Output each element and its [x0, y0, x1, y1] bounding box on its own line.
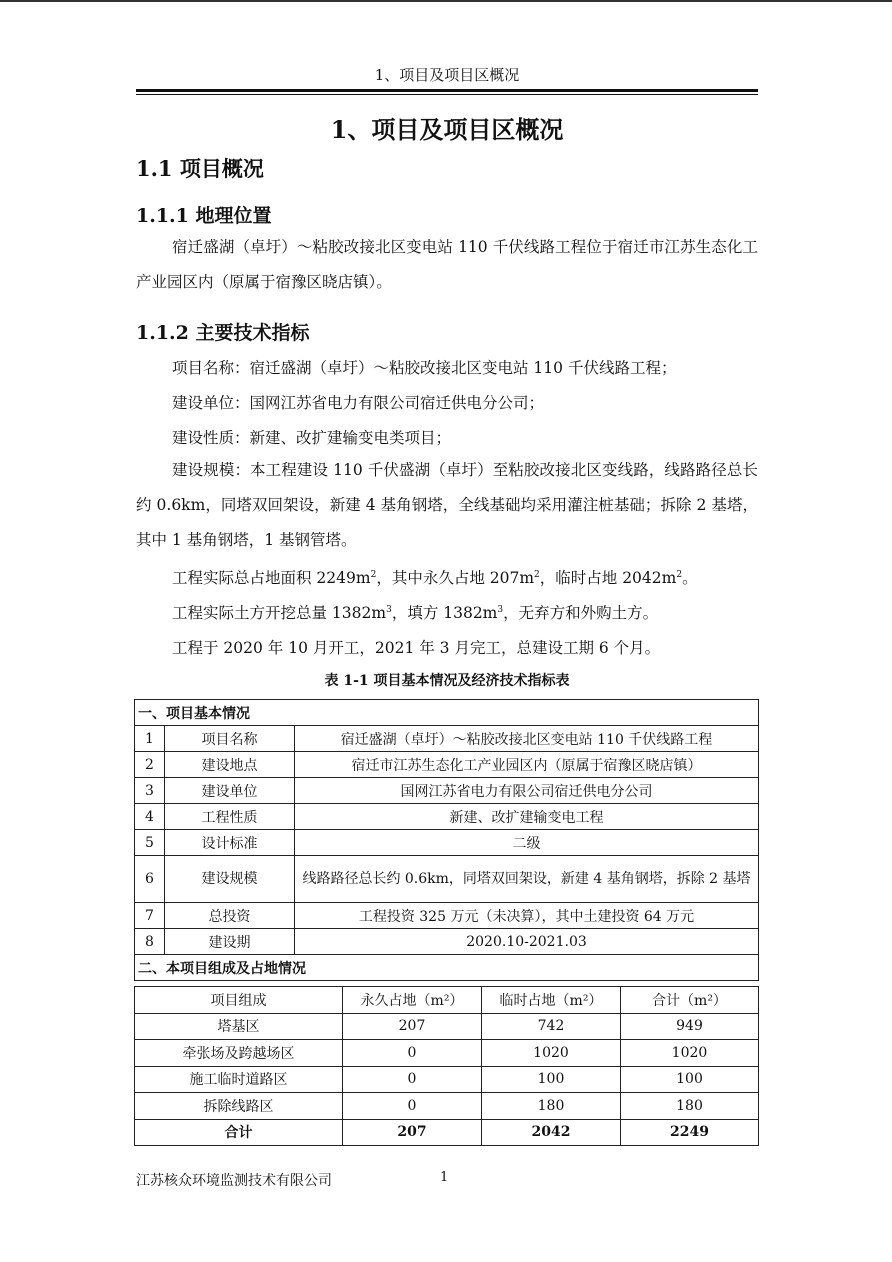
builder-line: 建设单位：国网江苏省电力有限公司宿迁供电分公司；: [172, 394, 545, 412]
table-row: [135, 856, 759, 903]
table-cell: 0: [343, 1093, 482, 1120]
table-cell: 949: [621, 1013, 759, 1040]
row-label: 建设期: [165, 929, 295, 955]
earth-sup-2: 3: [497, 604, 504, 615]
table-cell: 180: [482, 1093, 621, 1120]
area-text-4: 。: [682, 569, 698, 587]
table-row: [135, 726, 759, 752]
row-label: 建设地点: [165, 752, 295, 778]
earth-text-3: ，无弃方和外购土方。: [503, 604, 659, 622]
table-cell: 207: [343, 1013, 482, 1040]
area-text-1: 工程实际总占地面积 2249m: [172, 569, 371, 587]
table-cell: 塔基区: [135, 1013, 343, 1040]
table-section-row: [135, 700, 759, 726]
schedule-line: 工程于 2020 年 10 月开工，2021 年 3 月完工，总建设工期 6 个月。: [172, 639, 661, 657]
row-label: 建设单位: [165, 778, 295, 804]
earth-sup-1: 3: [386, 604, 392, 615]
total-cell: 2042: [482, 1119, 621, 1146]
table-cell: 牵张场及跨越场区: [135, 1040, 343, 1067]
area-sup-2: 2: [534, 569, 540, 580]
row-number: 1: [135, 726, 165, 752]
table-row: [135, 752, 759, 778]
basic-info-table: [134, 699, 759, 981]
table-row: [135, 1066, 759, 1093]
table-cell: 100: [482, 1066, 621, 1093]
table-header-row: [135, 987, 759, 1014]
row-label: 工程性质: [165, 804, 295, 830]
row-label: 建设规模: [165, 856, 295, 903]
table-row: [135, 778, 759, 804]
row-value: 新建、改扩建输变电工程: [295, 804, 759, 830]
area-line: [172, 566, 698, 588]
section-heading-1-1-1: 1.1.1 地理位置: [136, 205, 272, 227]
table-row: [135, 929, 759, 955]
row-value: 2020.10-2021.03: [295, 929, 759, 955]
running-header: 1、项目及项目区概况: [374, 66, 520, 84]
row-value: 工程投资 325 万元（未决算），其中土建投资 64 万元: [295, 903, 759, 929]
table-cell: 拆除线路区: [135, 1093, 343, 1120]
table-cell: 1020: [482, 1040, 621, 1067]
row-label: 项目名称: [165, 726, 295, 752]
table-cell: 1020: [621, 1040, 759, 1067]
page-top-border: [0, 0, 892, 2]
total-cell: 207: [343, 1119, 482, 1146]
chapter-title: 1、项目及项目区概况: [330, 115, 564, 144]
row-value: 宿迁盛湖（卓圩）～粘胶改接北区变电站 110 千伏线路工程: [295, 726, 759, 752]
land-use-table: [134, 986, 759, 1146]
scale-paragraph: 建设规模：本工程建设 110 千伏盛湖（卓圩）至粘胶改接北区变线路，线路路径总长约 0.6km，同塔双回架设，新建 4 基角钢塔，全线基础均采用灌注桩基础；拆除 2 基塔，其中 1 基角钢塔，1 基钢管塔。: [136, 461, 758, 549]
table-row: [135, 1013, 759, 1040]
section-heading-1-1: 1.1 项目概况: [136, 156, 264, 181]
column-header: 永久占地（m²）: [343, 987, 482, 1014]
table-cell: 0: [343, 1066, 482, 1093]
table-cell: 施工临时道路区: [135, 1066, 343, 1093]
row-number: 7: [135, 903, 165, 929]
column-header: 项目组成: [135, 987, 343, 1014]
row-number: 3: [135, 778, 165, 804]
table-caption: 表 1-1 项目基本情况及经济技术指标表: [324, 673, 570, 689]
project-name-line: 项目名称：宿迁盛湖（卓圩）～粘胶改接北区变电站 110 千伏线路工程；: [172, 359, 677, 377]
area-sup-1: 2: [370, 569, 377, 580]
total-cell: 合计: [135, 1119, 343, 1146]
row-value: 二级: [295, 830, 759, 856]
column-header: 临时占地（m²）: [482, 987, 621, 1014]
table-cell: 180: [621, 1093, 759, 1120]
section-heading-1-1-2: 1.1.2 主要技术指标: [136, 322, 310, 344]
table-row: [135, 903, 759, 929]
row-value: 国网江苏省电力有限公司宿迁供电分公司: [295, 778, 759, 804]
table-cell: 100: [621, 1066, 759, 1093]
table-cell: 0: [343, 1040, 482, 1067]
area-sup-3: 2: [676, 569, 683, 580]
earth-text-2: ，填方 1382m: [391, 604, 498, 622]
row-label: 总投资: [165, 903, 295, 929]
nature-line: 建设性质：新建、改扩建输变电类项目；: [172, 429, 452, 447]
column-header: 合计（m²）: [621, 987, 759, 1014]
footer-company: 江苏核众环境监测技术有限公司: [136, 1173, 332, 1189]
row-label: 设计标准: [165, 830, 295, 856]
basic-info-section-title: 一、项目基本情况: [135, 700, 759, 726]
row-number: 2: [135, 752, 165, 778]
table-row: [135, 804, 759, 830]
location-paragraph: 宿迁盛湖（卓圩）～粘胶改接北区变电站 110 千伏线路工程位于宿迁市江苏生态化工产业园区内（原属于宿豫区晓店镇）。: [136, 238, 758, 291]
header-rule-thin: [136, 94, 758, 95]
total-cell: 2249: [621, 1119, 759, 1146]
table-row: [135, 1093, 759, 1120]
page-number: 1: [440, 1170, 449, 1185]
area-text-2: ，其中永久占地 207m: [376, 569, 535, 587]
header-rule-thick: [136, 89, 758, 92]
area-text-3: ，临时占地 2042m: [539, 569, 677, 587]
table-total-row: [135, 1119, 759, 1146]
row-value: 宿迁市江苏生态化工产业园区内（原属于宿豫区晓店镇）: [295, 752, 759, 778]
table-section-row: [135, 955, 759, 981]
earthwork-line: [172, 601, 658, 623]
table-row: [135, 830, 759, 856]
land-use-section-title: 二、本项目组成及占地情况: [135, 955, 759, 981]
table-row: [135, 1040, 759, 1067]
row-number: 8: [135, 929, 165, 955]
earth-text-1: 工程实际土方开挖总量 1382m: [172, 604, 387, 622]
row-number: 5: [135, 830, 165, 856]
table-cell: 742: [482, 1013, 621, 1040]
row-number: 6: [135, 856, 165, 903]
row-value: 线路路径总长约 0.6km，同塔双回架设，新建 4 基角钢塔，拆除 2 基塔: [295, 856, 759, 903]
row-number: 4: [135, 804, 165, 830]
